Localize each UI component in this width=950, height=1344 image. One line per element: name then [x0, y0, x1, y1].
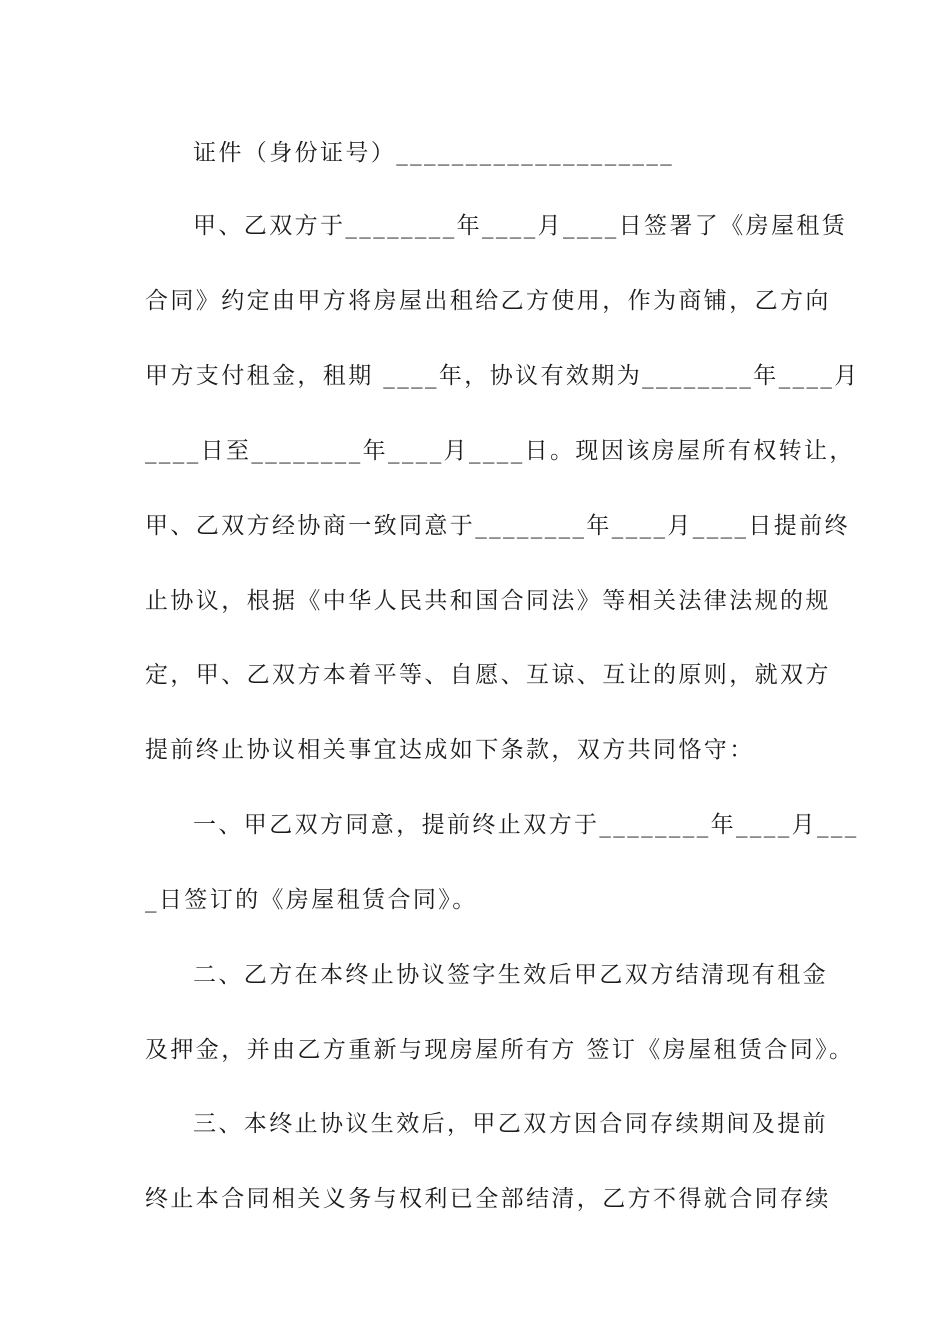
paragraph-intro-line-1: 甲、乙双方于________年____月____日签署了《房屋租赁 [193, 213, 848, 239]
id-number-line: 证件（身份证号）____________________ [193, 140, 675, 166]
clause-2-line-2: 及押金，并由乙方重新与现房屋所有方 签订《房屋租赁合同》。 [145, 1037, 855, 1063]
paragraph-intro-line-2: 合同》约定由甲方将房屋出租给乙方使用，作为商铺，乙方向 [145, 288, 831, 314]
clause-1-line-2: _日签订的《房屋租赁合同》。 [145, 887, 478, 913]
paragraph-intro-line-5: 甲、乙双方经协商一致同意于________年____月____日提前终 [145, 513, 850, 539]
clause-1-line-1: 一、甲乙双方同意，提前终止双方于________年____月___ [193, 812, 859, 838]
clause-3-line-2: 终止本合同相关义务与权利已全部结清，乙方不得就合同存续 [145, 1186, 831, 1212]
clause-3-line-1: 三、本终止协议生效后，甲乙双方因合同存续期间及提前 [193, 1111, 828, 1137]
paragraph-intro-line-3: 甲方支付租金，租期 ____年，协议有效期为________年____月 [145, 363, 860, 389]
paragraph-intro-line-8: 提前终止协议相关事宜达成如下条款，双方共同恪守： [145, 737, 755, 763]
paragraph-intro-line-4: ____日至________年____月____日。现因该房屋所有权转让， [145, 438, 855, 464]
paragraph-intro-line-7: 定，甲、乙双方本着平等、自愿、互谅、互让的原则，就双方 [145, 662, 831, 688]
paragraph-intro-line-6: 止协议，根据《中华人民共和国合同法》等相关法律法规的规 [145, 588, 831, 614]
clause-2-line-1: 二、乙方在本终止协议签字生效后甲乙双方结清现有租金 [193, 962, 828, 988]
